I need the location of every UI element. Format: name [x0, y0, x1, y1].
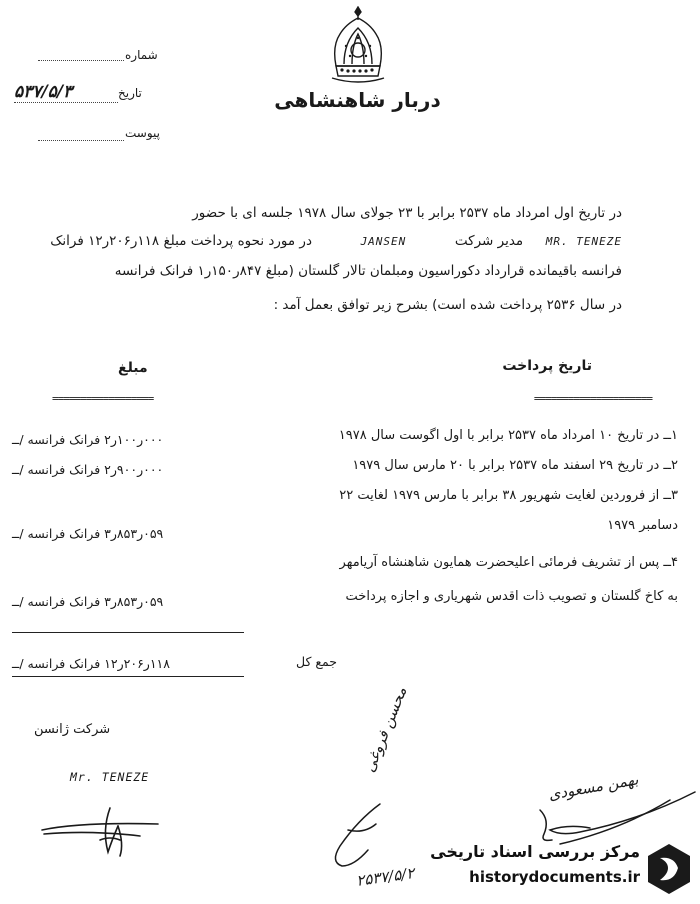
date-field-line	[14, 102, 118, 104]
amount-4: ۰۵۹ر۸۵۳ر۳ فرانک فرانسه /ــ	[12, 594, 164, 609]
number-label: شماره	[125, 48, 158, 62]
underline-amount: ==================	[52, 392, 154, 405]
signature-teneze-icon	[40, 800, 170, 860]
watermark-text: مرکز بررسی اسناد تاریخی	[430, 842, 640, 861]
payment-item-3: ۳ــ از فروردین لغایت شهریور ۳۸ برابر با مارس ۱۹۷۹ لغایت ۲۲	[339, 488, 678, 503]
date-label: تاریخ	[118, 86, 142, 100]
body-line-3: فرانسه باقیمانده قرارداد دکوراسیون ومبلمان تالار گلستان (مبلغ ۸۴۷ر۱۵۰ر۱ فرانک فرانسه	[114, 263, 622, 279]
date-value: ۵۳۷/۵/۳	[14, 82, 73, 102]
payment-item-2: ۲ــ در تاریخ ۲۹ اسفند ماه ۲۵۳۷ برابر با ۲۰ مارس سال ۱۹۷۹	[352, 458, 678, 473]
watermark-url: historydocuments.ir	[469, 868, 640, 886]
amount-3: ۰۵۹ر۸۵۳ر۳ فرانک فرانسه /ــ	[12, 526, 164, 541]
payment-item-1: ۱ــ در تاریخ ۱۰ امرداد ماه ۲۵۳۷ برابر با اول اگوست سال ۱۹۷۸	[338, 428, 678, 443]
attachment-label: پیوست	[125, 126, 160, 140]
watermark	[420, 838, 700, 900]
signer-name-latin: Mr. TENEZE	[70, 770, 150, 784]
col-header-amount: مبلغ	[118, 360, 148, 376]
signer-middle: محسن فروغی	[360, 684, 411, 775]
signer-right: بهمن مسعودی	[547, 770, 640, 804]
crown-emblem-icon	[322, 6, 394, 84]
number-field-line	[38, 60, 124, 62]
total-rule-top	[12, 632, 244, 633]
body-line-2-mid: مدیر شرکت	[454, 233, 524, 249]
payment-item-4: ۴ــ پس از تشریف فرمائی اعلیحضرت همایون شاهنشاه آریامهر	[339, 555, 678, 570]
payment-item-4-cont: به کاخ گلستان و تصویب ذات اقدس شهریاری و اجازه پرداخت	[345, 589, 678, 604]
underline-payment-dates: =====================	[533, 392, 652, 405]
company-label: شرکت ژانسن	[34, 722, 111, 737]
court-title: دربار شاهنشاهی	[274, 88, 441, 112]
total-amount: ۱۱۸ر۲۰۶ر۱۲ فرانک فرانسه /ــ	[12, 656, 170, 671]
amount-2: ۰۰۰ر۹۰۰ر۲ فرانک فرانسه /ــ	[12, 462, 164, 477]
body-line-2-rest: در مورد نحوه پرداخت مبلغ ۱۱۸ر۲۰۶ر۱۲ فرانک	[50, 233, 312, 249]
body-line-2	[50, 233, 622, 249]
payment-item-3-cont: دسامبر ۱۹۷۹	[607, 518, 678, 533]
body-line-1: در تاریخ اول امرداد ماه ۲۵۳۷ برابر با ۲۳ جولای سال ۱۹۷۸ جلسه ای با حضور	[192, 205, 622, 221]
watermark-logo-icon	[644, 842, 694, 896]
col-header-payment-dates: تاریخ پرداخت	[502, 358, 592, 374]
attachment-field-line	[38, 140, 124, 142]
person-name-teneze: MR. TENEZE	[545, 235, 622, 248]
company-name-jansen: JANSEN	[360, 235, 407, 248]
amount-1: ۰۰۰ر۱۰۰ر۲ فرانک فرانسه /ــ	[12, 432, 164, 447]
signature-foroughi-icon	[318, 800, 398, 870]
total-label: جمع کل	[296, 654, 337, 669]
total-rule-bottom	[12, 676, 244, 677]
signature-date: ۲۵۳۷/۵/۲	[355, 864, 416, 890]
body-line-4: در سال ۲۵۳۶ پرداخت شده است) بشرح زیر توافق بعمل آمد :	[273, 297, 622, 313]
